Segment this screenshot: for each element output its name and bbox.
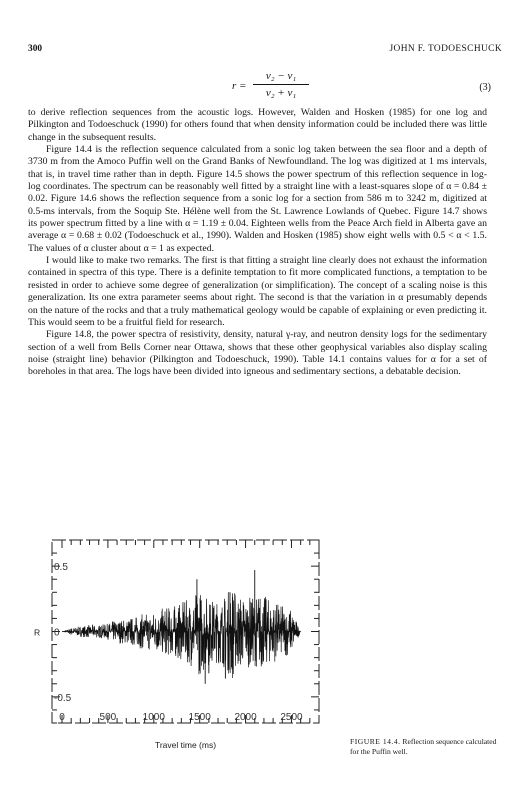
y-tick-label: 0 — [54, 627, 60, 639]
x-tick-label: 1000 — [142, 712, 165, 723]
x-tick-label: 2500 — [280, 712, 303, 723]
y-tick-label: 0.5 — [54, 562, 68, 574]
x-tick-label: 2000 — [234, 712, 257, 723]
equation-denominator: v₂ + v₁ — [265, 87, 297, 99]
paragraph: I would like to make two remarks. The first is that fitting a straight line clearly does not exhaust the information contained in spectra of this type. There is a definite temptation to fit more complicated functions, a temptation to be resisted in order to achieve some degree of generalization (or simplification). The concept of a scaling noise is this generalization. Its one extra parameter seems about right. The second is that the variation in α presumably depends on the nature of the rocks and that a truly mathematical geology would be capable of explaining or even predicting it. This would seem to be a fruitful field for research. — [28, 255, 487, 328]
caption-text: Reflection sequence calculated for the Puffin well. — [350, 737, 497, 756]
paragraph: to derive reflection sequences from the acoustic logs. However, Walden and Hosken (1985) for one log and Pilkington and Todoeschuck (1990) for others found that when density information could be included there was little change in the subsequent results. — [28, 107, 487, 143]
running-head: JOHN F. TODOESCHUCK — [389, 44, 502, 54]
paragraph: Figure 14.8, the power spectra of resistivity, density, natural γ-ray, and neutron density logs for the sedimentary section of a well from Bells Corner near Ottawa, shows that these other geophysical variables also display scaling noise (straight line) behavior (Pilkington and Todoeschuck, 1990). Table 14.1 contains values for α for a set of boreholes in that area. The logs have been divided into igneous and sedimentary sections, a debatable decision. — [28, 329, 487, 378]
fraction-bar — [253, 84, 309, 85]
equation-lhs: r = — [232, 80, 247, 92]
reflection-trace — [62, 592, 301, 678]
x-axis-label: Travel time (ms) — [154, 740, 217, 750]
figure-reflection-sequence — [32, 530, 332, 760]
x-tick-label: 1500 — [188, 712, 211, 723]
body-text — [28, 107, 487, 379]
page-number: 300 — [28, 44, 43, 54]
x-tick-label: 0 — [59, 712, 65, 723]
figure-caption — [350, 737, 500, 756]
equation — [220, 67, 330, 107]
y-tick-label: -0.5 — [54, 692, 72, 704]
x-tick-label: 500 — [99, 712, 117, 723]
caption-label: FIGURE 14.4. — [350, 737, 401, 746]
equation-numerator: v₂ − v₁ — [265, 70, 297, 82]
equation-number: (3) — [479, 82, 491, 93]
equation-fraction — [253, 69, 309, 100]
chart-svg — [32, 530, 332, 760]
page-header — [28, 44, 502, 58]
y-axis-label: R — [34, 627, 41, 638]
paragraph: Figure 14.4 is the reflection sequence calculated from a sonic log taken between the sea floor and a depth of 3730 m from the Amoco Puffin well on the Grand Banks of Newfoundland. The log was digitized at 1 ms intervals, that is, in travel time rather than in depth. Figure 14.5 shows the power spectrum of this reflection sequence in log-log coordinates. The spectrum can be reasonably well fitted by a straight line with a least-squares slope of α = 0.84 ± 0.02. Figure 14.6 shows the reflection sequence from a sonic log for a section from 586 m to 3242 m, digitized at 0.5-ms intervals, from the Soquip Ste. Hélène well from the St. Lawrence Lowlands of Quebec. Figure 14.7 shows its power spectrum fitted by a line with α = 1.19 ± 0.04. Eighteen wells from the Peace Arch field in Alberta gave an average α = 0.68 ± 0.02 (Todoeschuck et al., 1990). Walden and Hosken (1985) show eight wells with 0.5 < α < 1.5. The values of α cluster about α = 1 as expected. — [28, 144, 487, 254]
